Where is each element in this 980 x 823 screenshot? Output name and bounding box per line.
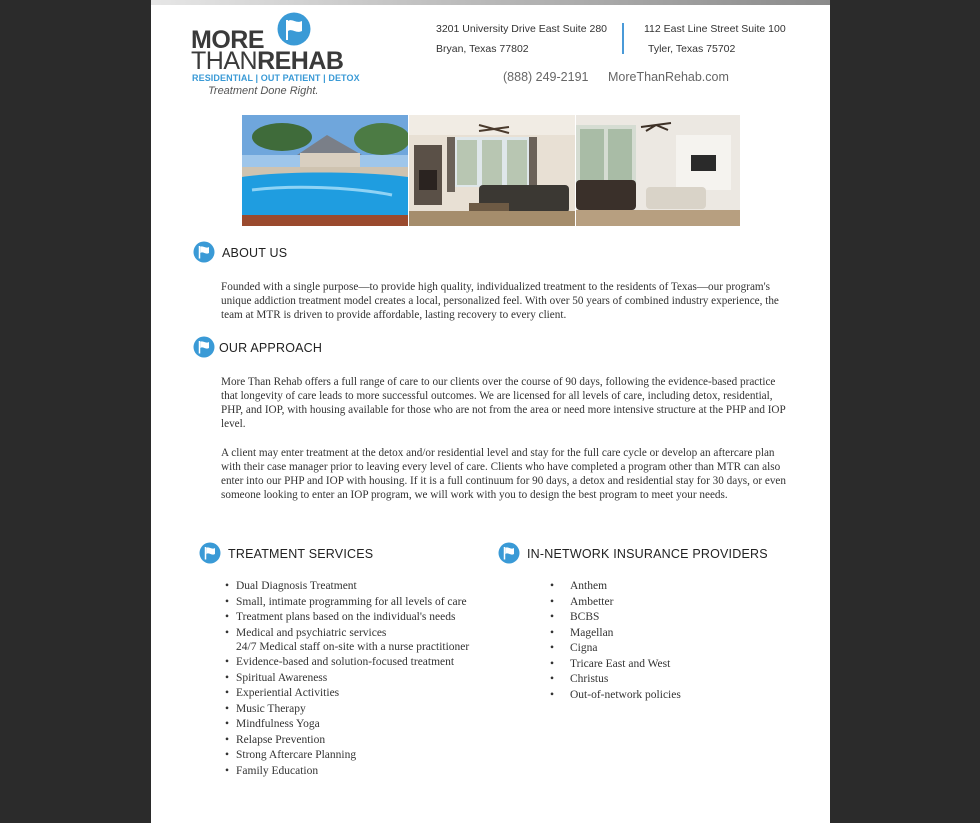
list-item: • Magellan	[550, 626, 770, 640]
list-item: • Mindfulness Yoga	[225, 717, 485, 731]
list-item: • Treatment plans based on the individual's needs	[225, 610, 485, 624]
list-item: • Medical and psychiatric services 24/7 Medical staff on-site with a nurse practitioner	[225, 626, 485, 654]
logo-word-than: THAN	[191, 47, 258, 75]
list-item: • Tricare East and West	[550, 657, 770, 671]
list-item: • Family Education	[225, 764, 485, 778]
list-item: • Dual Diagnosis Treatment	[225, 579, 485, 593]
flag-icon	[193, 336, 215, 358]
list-item: • BCBS	[550, 610, 770, 624]
flag-logo-icon	[277, 12, 311, 46]
list-item: • Strong Aftercare Planning	[225, 748, 485, 762]
logo-word-rehab: REHAB	[257, 47, 344, 75]
flag-icon	[193, 241, 215, 263]
address-tyler-line2: Tyler, Texas 75702	[648, 43, 736, 55]
about-us-heading: ABOUT US	[222, 246, 288, 260]
list-item: • Christus	[550, 672, 770, 686]
treatment-services-heading: TREATMENT SERVICES	[228, 547, 374, 561]
document-page	[151, 0, 830, 823]
list-item: • Relapse Prevention	[225, 733, 485, 747]
flag-icon	[199, 542, 221, 564]
insurance-providers-heading: IN-NETWORK INSURANCE PROVIDERS	[527, 547, 768, 561]
list-item: • Evidence-based and solution-focused treatment	[225, 655, 485, 669]
approach-paragraph-2: A client may enter treatment at the detox and/or residential level and stay for the full care cycle or develop an aftercare plan with their case manager prior to leaving every level of care. Clients who have completed a program other than MTR can also enter into our PHP and IOP with housing. If it is a full continuum for 90 days, a detox and residential stay for 30 days, or even someone looking to enter an IOP program, we will work with you to design the best program to meet your needs.	[221, 447, 786, 501]
list-item: • Experiential Activities	[225, 686, 485, 700]
logo-slogan: Treatment Done Right.	[208, 85, 319, 97]
approach-paragraph-1: More Than Rehab offers a full range of care to our clients over the course of 90 days, following the evidence-based practice that longevity of care leads to more successful outcomes. We are licensed for all levels of care, including detox, residential, PHP, and IOP, with housing available for those who are not from the area or need more intensive structure at the PHP and IOP level.	[221, 376, 786, 430]
logo-word-more: MORE	[191, 26, 264, 54]
phone-number: (888) 249-2191	[503, 70, 589, 84]
logo-word-than-rehab	[191, 47, 343, 76]
logo-tagline: RESIDENTIAL | OUT PATIENT | DETOX	[192, 73, 360, 83]
list-item: • Small, intimate programming for all levels of care	[225, 595, 485, 609]
treatment-services-list	[225, 579, 485, 779]
list-item: • Anthem	[550, 579, 770, 593]
page-top-edge	[151, 0, 830, 5]
address-tyler-line1: 112 East Line Street Suite 100	[644, 23, 786, 35]
address-bryan-line2: Bryan, Texas 77802	[436, 43, 529, 55]
list-item: • Out-of-network policies	[550, 688, 770, 702]
about-us-text: Founded with a single purpose—to provide high quality, individualized treatment to the residents of Texas—our program's unique addiction treatment model creates a local, personalized feel. With over 50 years of combined industry experience, the team at MTR is driven to provide affordable, lasting recovery to every client.	[221, 281, 779, 321]
company-logo	[191, 12, 366, 100]
insurance-providers-list	[550, 579, 770, 703]
list-item: • Music Therapy	[225, 702, 485, 716]
address-bryan-line1: 3201 University Drive East Suite 280	[436, 23, 607, 35]
living-room-photo	[409, 115, 575, 226]
facility-photo-strip	[242, 115, 740, 226]
our-approach-heading: OUR APPROACH	[219, 341, 323, 355]
address-divider	[622, 23, 624, 54]
list-item: • Cigna	[550, 641, 770, 655]
website-link[interactable]: MoreThanRehab.com	[608, 70, 729, 84]
list-item: • Ambetter	[550, 595, 770, 609]
pool-photo	[242, 115, 408, 226]
flag-icon	[498, 542, 520, 564]
lounge-photo	[576, 115, 740, 226]
list-item: • Spiritual Awareness	[225, 671, 485, 685]
